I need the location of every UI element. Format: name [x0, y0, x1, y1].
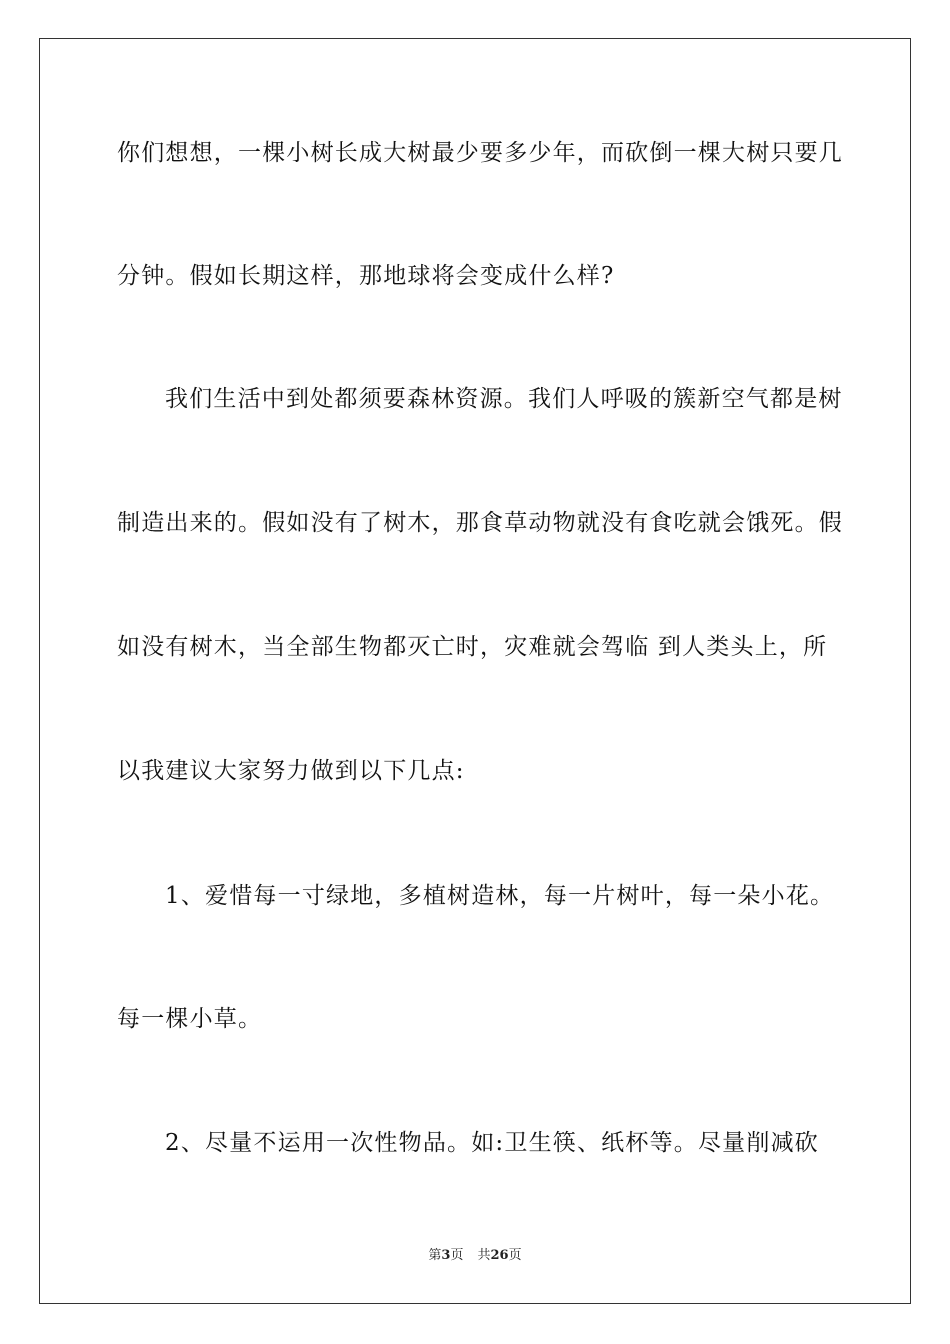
- total-prefix: 共: [477, 1248, 491, 1263]
- page-footer: [0, 1248, 950, 1264]
- total-suffix: 页: [508, 1248, 522, 1263]
- text-line: 你们想想，一棵小树长成大树最少要多少年，而砍倒一棵大树只要几: [117, 140, 843, 166]
- page-border: [39, 38, 911, 1304]
- text-line: 2、尽量不运用一次性物品。如:卫生筷、纸杯等。尽量削减砍: [165, 1130, 819, 1156]
- total-pages: 26: [490, 1248, 509, 1263]
- text-line: 如没有树木，当全部生物都灭亡时，灾难就会驾临 到人类头上，所: [117, 634, 828, 660]
- text-line: 以我建议大家努力做到以下几点:: [117, 758, 465, 784]
- page-number: 3: [441, 1248, 451, 1263]
- text-line: 1、爱惜每一寸绿地，多植树造林，每一片树叶，每一朵小花。: [165, 883, 835, 909]
- text-line: 我们生活中到处都须要森林资源。我们人呼吸的簇新空气都是树: [165, 386, 843, 412]
- text-line: 制造出来的。假如没有了树木，那食草动物就没有食吃就会饿死。假: [117, 510, 843, 536]
- page-prefix: 第: [428, 1248, 442, 1263]
- page-suffix: 页: [450, 1248, 464, 1263]
- text-line: 分钟。假如长期这样，那地球将会变成什么样?: [117, 263, 615, 289]
- text-line: 每一棵小草。: [117, 1006, 263, 1032]
